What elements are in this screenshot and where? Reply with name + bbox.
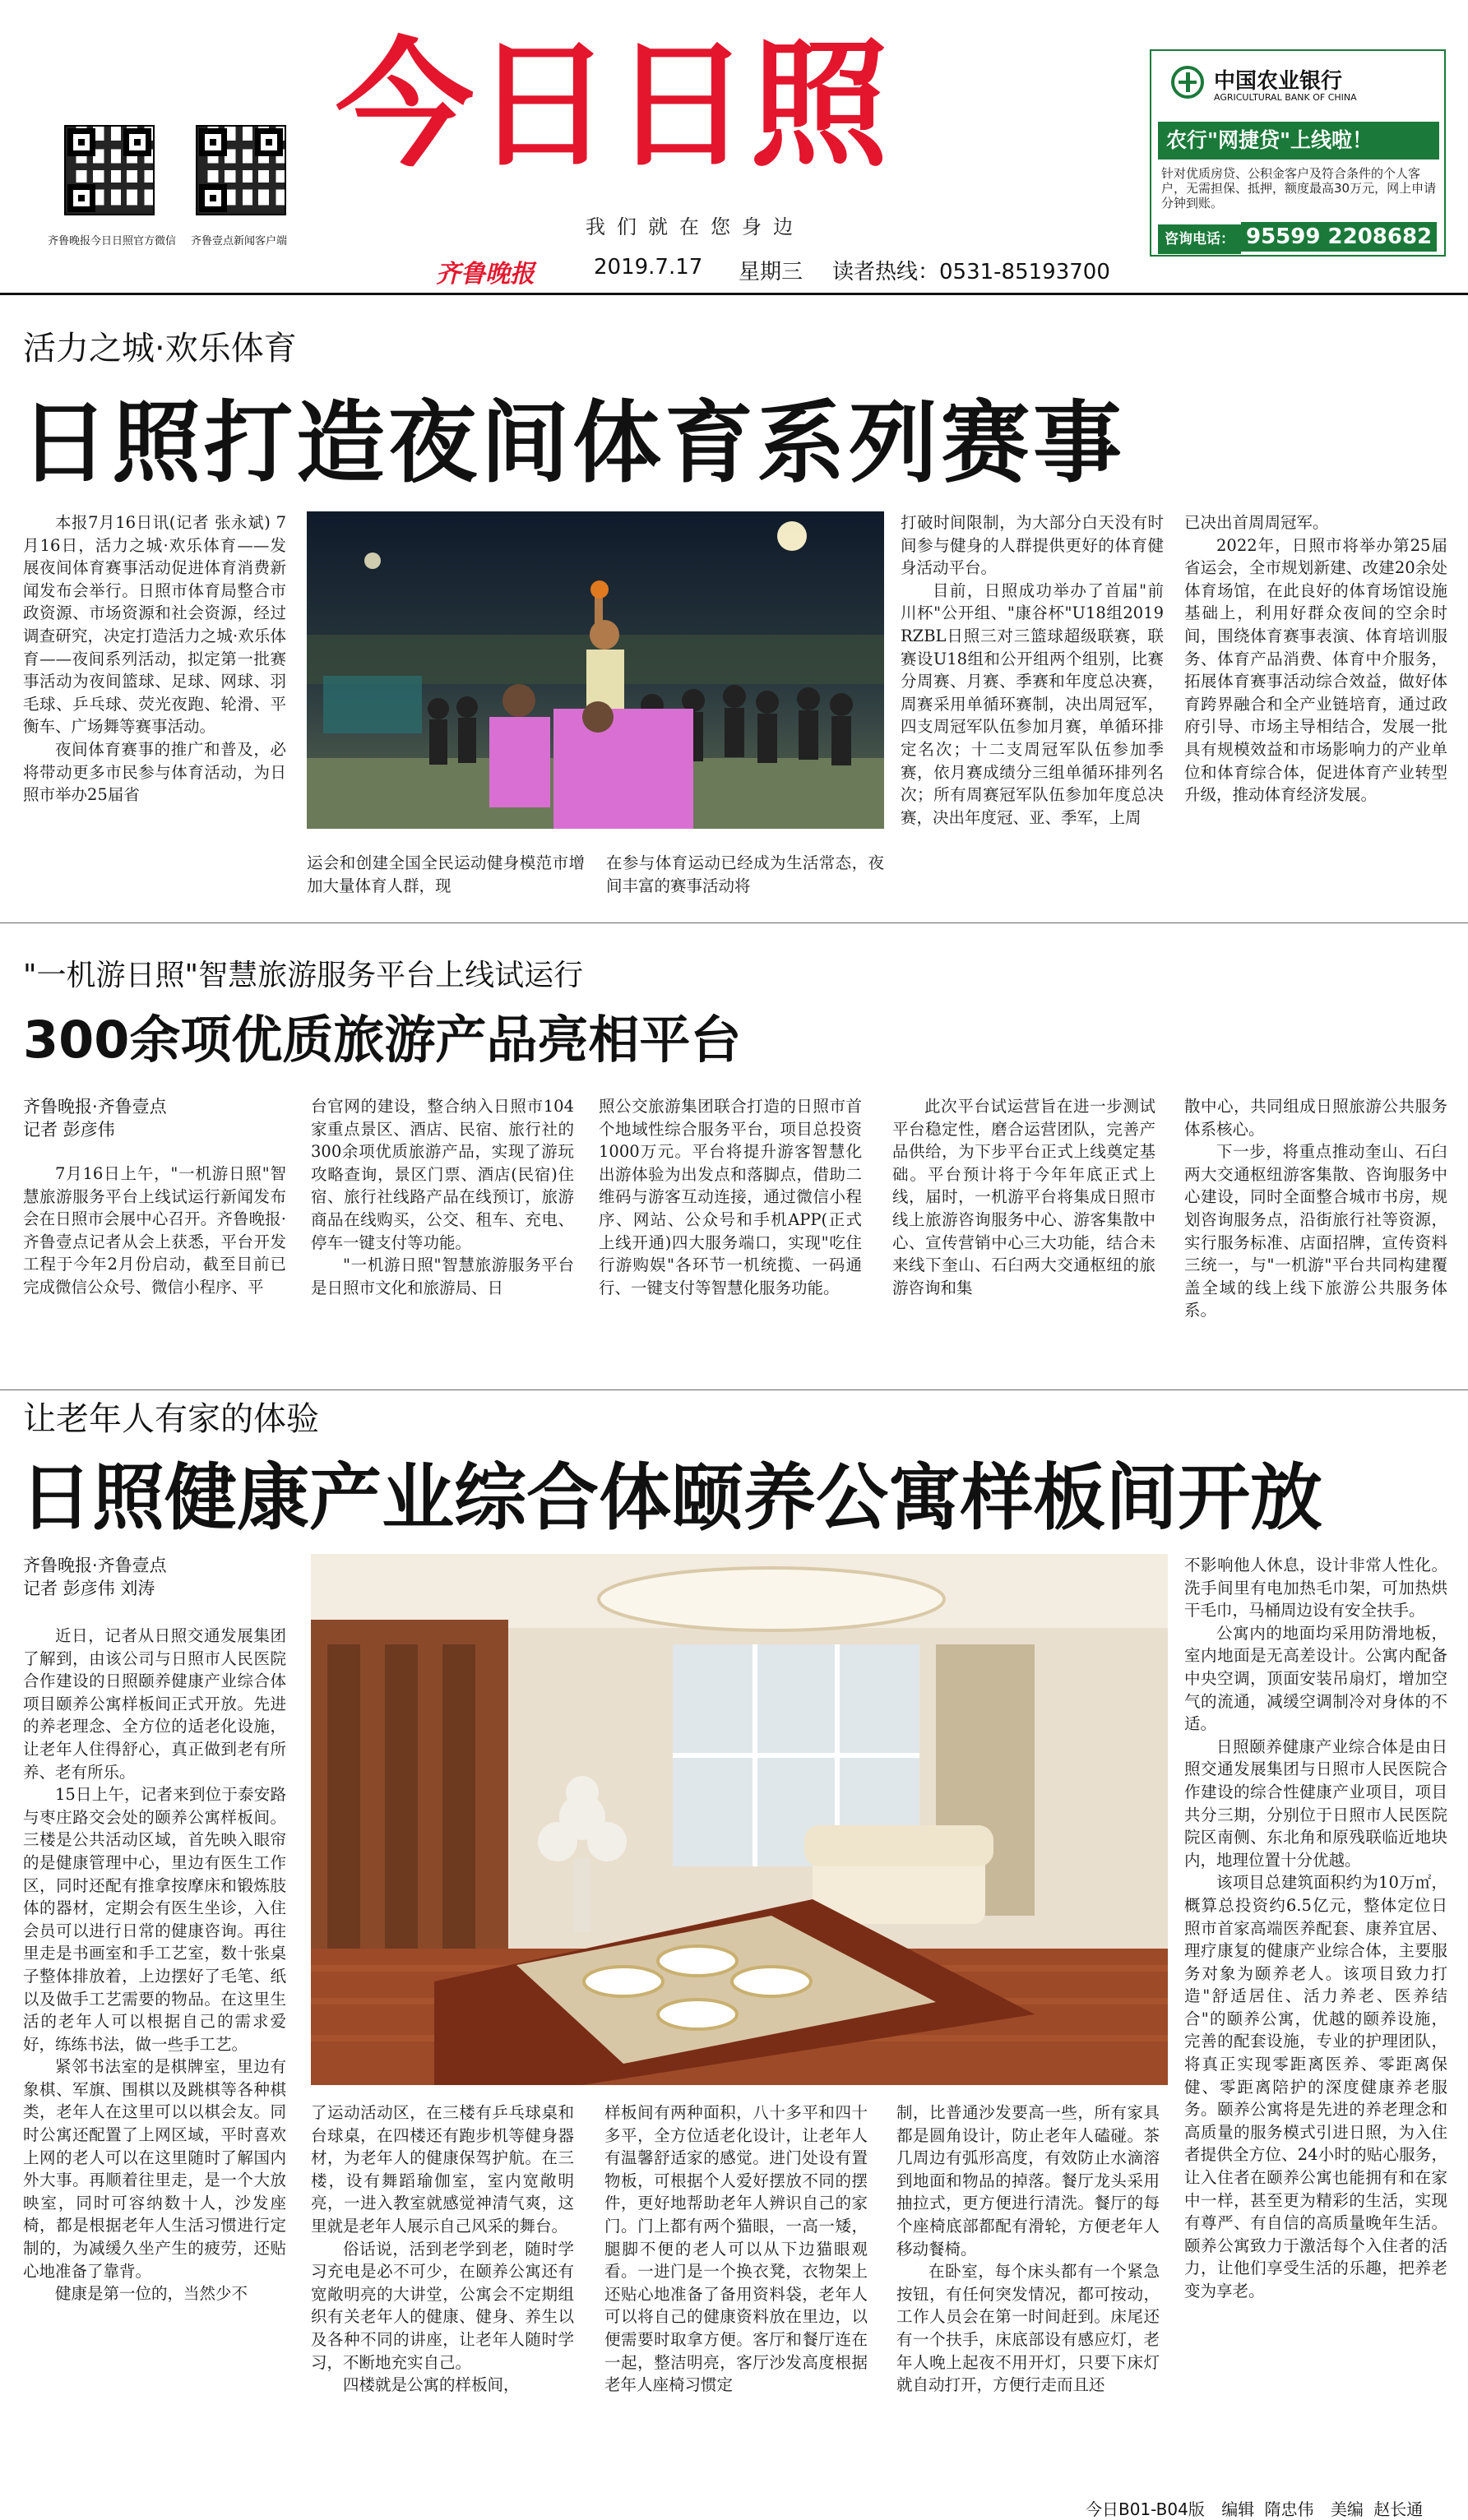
article3-col5-para1: 不影响他人休息，设计非常人性化。洗手间里有电加热毛巾架，可加热烘干毛巾，马桶周边设有安全扶手。 [1184,1556,1447,1621]
article2-byline-reporter: 记者 彭彦伟 [23,1120,115,1140]
qr-code-left[interactable] [64,125,155,215]
footer-designer-label: 美编 [1330,2499,1364,2519]
article3-col2-para3: 四楼就是公寓的样板间， [343,2375,520,2395]
article3-col1-para3: 紧邻书法室的是棋牌室，里边有象棋、军旗、围棋以及跳棋等各种棋类，老年人在这里可以以棋会友。同时公寓还配置了上网区域，平时喜欢上网的老人可以在这里随时了解国内外大事。再顺着往里走，是一个大放映室，同时可容纳数十人，沙发座椅，都是根据老年人生活习惯进行定制的，为减缓久坐产生的疲劳，还贴心地准备了靠背。 [23,2057,286,2281]
ad-phones: 95599 2208682 [1241,222,1437,252]
qr-right-caption: 齐鲁壹点新闻客户端 [191,235,288,247]
article2-divider [0,1389,1468,1390]
ad-slogan: 农行"网捷贷"上线啦！ [1158,122,1439,160]
article2-byline [23,1095,286,1141]
article2-headline[interactable]: 300余项优质旅游产品亮相平台 [23,1010,742,1070]
article1-divider [0,922,1468,923]
masthead-title: 今日日照 [336,25,888,186]
article3-col2-para1: 了运动活动区，在三楼有乒乓球桌和台球桌，在四楼还有跑步机等健身器材，为老年人的健康保驾护航。在三楼，设有舞蹈瑜伽室，室内宽敞明亮，一进入教室就感觉神清气爽，这里就是老年人展示自己风采的舞台。 [311,2103,574,2236]
article3-column-5 [1184,1554,1447,2495]
article3-byline-outlet: 齐鲁晚报·齐鲁壹点 [23,1556,167,1575]
article2-col4-para: 此次平台试运营旨在进一步测试平台稳定性，磨合运营团队，完善产品供给，为下步平台正式上线奠定基础。平台预计将于今年年底正式上线，届时，一机游平台将集成日照市线上旅游咨询服务中心、游客集散中心、宣传营销中心三大功能，结合未来线下奎山、石臼两大交通枢纽的旅游咨询和集 [892,1097,1155,1297]
article1-col3-para2: 目前，日照成功举办了首届"前川杯"公开组、"康谷杯"U18组2019RZBL日照三对三篮球超级联赛，联赛设U18组和公开组两个组别，比赛分周赛、月赛、季赛和年度总决赛，周赛采用单循环赛制，决出周冠军，四支周冠军队伍参加月赛，单循环排定名次；十二支周冠军队伍参加季赛，依月赛成绩分三组单循环排列名次；所有周赛冠军队伍参加年度总决赛，决出年度冠、亚、季军，上周 [901,580,1164,827]
article3-col5-para2: 公寓内的地面均采用防滑地板，室内地面是无高差设计。公寓内配备中央空调，顶面安装吊扇灯，增加空气的流通，减缓空调制冷对身体的不适。 [1184,1623,1447,1734]
masthead [0,0,1468,292]
article1-column-3 [901,511,1164,906]
article3-column-2 [311,2102,574,2495]
article2-byline-outlet: 齐鲁晚报·齐鲁壹点 [23,1097,167,1117]
article1-photo-basketball [307,511,884,829]
article1-col4-para2: 2022年，日照市将举办第25届省运会，全市规划新建、改建20余处体育场馆，在此良好的体育场馆设施基础上，利用好群众夜间的空余时间，围绕体育赛事表演、体育培训服务、体育产品消费、体育中介服务，拓展体育赛事活动综合效益，做好体育跨界融合和全产业链培育，通过政府引导、市场主导相结合，发展一批具有规模效益和市场影响力的产业单位和体育综合体，促进体育产业转型升级，推动体育经济发展。 [1184,535,1447,805]
article1-col3-para1: 打破时间限制，为大部分白天没有时间参与健身的人群提供更好的体育健身活动平台。 [901,513,1164,578]
article2-column-4 [892,1095,1155,1401]
article3-col5-para4: 该项目总建筑面积约为10万㎡，概算总投资约6.5亿元，整体定位日照市首家高端医养配套、康养宜居、理疗康复的健康产业综合体，主要服务对象为颐养老人。该项目致力打造"舒适居住、活力养老、医养结合"的颐养公寓，优越的颐养设施，完善的配套设施，专业的护理团队，将真正实现零距离医养、零距离保健、零距离陪护的深度健康养老服务。颐养公寓将是先进的养老理念和高质量的服务模式引进日照，为入住者提供全方位、24小时的贴心服务，让入住者在颐养公寓也能拥有和在家中一样，甚至更为精彩的生活，实现有尊严、有自信的高质量晚年生活。颐养公寓致力于激活每个入住者的活力，让他们享受生活的乐趣，把养老变为享老。 [1184,1873,1447,2300]
article1-caption-left: 运会和创建全国全民运动健身模范市增加大量体育人群，现 [307,853,585,895]
footer-designer: 赵长通 [1373,2499,1424,2519]
article1-headline[interactable]: 日照打造夜间体育系列赛事 [20,392,1126,495]
bank-logo-icon [1171,66,1204,99]
article2-column-5 [1184,1095,1447,1401]
article3-col4-para1: 制，比普通沙发要高一些，所有家具都是圆角设计，防止老年人磕碰。茶几周边有弧形高度，有效防止水滴溶到地面和物品的掉落。餐厅龙头采用抽拉式，更方便进行清洗。餐厅的每个座椅底部都配有滑轮，方便老年人移动餐椅。 [896,2103,1160,2259]
article3-col1-para1: 近日，记者从日照交通发展集团了解到，由该公司与日照市人民医院合作建设的日照颐养健康产业综合体项目颐养公寓样板间正式开放。先进的养老理念、全方位的适老化设施，让老年人住得舒心，真正做到老有所养、老有所乐。 [23,1626,286,1782]
footer-section: 今日B01-B04版 [1086,2499,1205,2519]
article2-col5-para1: 散中心，共同组成日照旅游公共服务体系核心。 [1184,1097,1447,1139]
article1-para: 夜间体育赛事的推广和普及，必将带动更多市民参与体育活动，为日照市举办25届省 [23,739,286,805]
qr-left-caption: 齐鲁晚报今日日照官方微信 [48,235,177,247]
article3-col1-para2: 15日上午，记者来到位于泰安路与枣庄路交会处的颐养公寓样板间。三楼是公共活动区域，首先映入眼帘的是健康管理中心，里边有医生工作区，同时还配有推拿按摩床和锻炼肢体的器材，定期会有医生坐诊，入住会员可以进行日常的健康咨询。再往里走是书画室和手工艺室，数十张桌子整体排放着，上边摆好了毛笔、纸以及做手工艺需要的物品。在这里生活的老年人可以根据自己的需求爱好，练练书法，做一些手工艺。 [23,1785,286,2054]
article1-column-4 [1184,511,1447,906]
apartment-interior-scene [311,1554,1168,2085]
article2-col5-para2: 下一步，将重点推动奎山、石臼两大交通枢纽游客集散、咨询服务中心建设，同时全面整合城市书房，规划咨询服务点，沿街旅行社等资源，实行服务标准、店面招牌，宣传资料三统一，与"一机游"平台共同构建覆盖全域的线上线下旅游公共服务体系。 [1184,1142,1447,1320]
article3-column-1 [23,1625,286,2495]
article1-caption-right: 在参与体育运动已经成为生活常态，夜间丰富的赛事活动将 [606,853,884,895]
article2-kicker: "一机游日照"智慧旅游服务平台上线试运行 [23,959,584,992]
masthead-rule [0,293,1468,295]
article3-column-4 [896,2102,1160,2495]
ad-contact-label: 咨询电话： [1158,224,1241,254]
article3-col2-para2: 俗话说，活到老学到老，随时学习充电是必不可少，在颐养公寓还有宽敞明亮的大讲堂，公寓会不定期组织有关老年人的健康、健身、养生以及各种不同的讲座，让老年人随时学习，不断地充实自己。 [311,2239,574,2372]
article3-byline [23,1554,286,1600]
article2-col1-para: 7月16日上午，"一机游日照"智慧旅游服务平台上线试运行新闻发布会在日照市会展中心召开。齐鲁晚报·齐鲁壹点记者从会上获悉，平台开发工程于今年2月份启动，截至目前已完成微信公众号、微信小程序、平 [23,1164,286,1297]
article1-column-1 [23,511,286,906]
masthead-slogan: 我们就在您身边 [586,215,804,238]
ad-details: 针对优质房贷、公积金客户及符合条件的个人客户，无需担保、抵押，额度最高30万元，网上申请分钟到账。 [1161,166,1437,210]
article3-col1-para4: 健康是第一位的，当然少不 [55,2284,248,2304]
article2-column-2 [311,1095,574,1401]
article2-col3-para: 照公交旅游集团联合打造的日照市首个地域性综合服务平台，项目总投资1000万元。平台将提升游客智慧化出游体验为出发点和落脚点，借助二维码与游客互动连接，通过微信小程序、网站、公众号和手机APP(正式上线开通)四大服务端口，实现"吃住行游购娱"各环节一机统揽、一码通行、一键支付等智慧化服务功能。 [599,1097,862,1297]
article3-col5-para3: 日照颐养健康产业综合体是由日照交通发展集团与日照市人民医院合作建设的综合性健康产业项目，项目共分三期，分别位于日照市人民医院院区南侧、东北角和原残联临近地块内，地理位置十分优越。 [1184,1736,1447,1870]
article1-col4-para1: 已决出首周周冠军。 [1184,513,1329,532]
article3-col3-para: 样板间有两种面积，八十多平和四十多平，全方位适老化设计，让老年人有温馨舒适家的感觉。进门处设有置物板，可根据个人爱好摆放不同的摆件，更好地帮助老年人辨识自己的家门。门上都有两个猫眼，一高一矮，腿脚不便的老人可以从下边猫眼观看。一进门是一个换衣凳，衣物架上还贴心地准备了备用资料袋，老年人可以将自己的健康资料放在里边，以便需要时取拿方便。客厅和餐厅连在一起，整洁明亮，客厅沙发高度根据老年人座椅习惯定 [604,2103,868,2395]
article3-column-3 [604,2102,868,2495]
article2-col2-para2: "一机游日照"智慧旅游服务平台是日照市文化和旅游局、日 [311,1255,574,1297]
reader-hotline: 读者热线：0531-85193700 [832,260,1110,284]
article2-col2-para1: 台官网的建设，整合纳入日照市104家重点景区、酒店、民宿、旅行社的300余项优质旅游产品，实现了游玩攻略查询，景区门票、酒店(民宿)住宿、旅行社线路产品在线预订，旅游商品在线购买，公交、租车、充电、停车一键支付等功能。 [311,1097,574,1252]
article2-column-3 [599,1095,862,1401]
bank-name-en: AGRICULTURAL BANK OF CHINA [1214,92,1357,103]
brand-logo: 齐鲁晚报 [436,260,535,289]
issue-weekday: 星期三 [739,260,803,284]
article1-kicker: 活力之城·欢乐体育 [23,330,297,368]
ad-contact [1158,222,1439,252]
footer-editor-label: 编辑 [1221,2499,1255,2519]
footer-editor: 隋忠伟 [1264,2499,1314,2519]
article3-kicker: 让老年人有家的体验 [23,1400,319,1438]
article3-col4-para2: 在卧室，每个床头都有一个紧急按钮，有任何突发情况，都可按动，工作人员会在第一时间赶到。床尾还有一个扶手，床底部设有感应灯，老年人晚上起夜不用开灯，只要下床灯就自动打开，方便行走而且还 [896,2262,1160,2395]
qr-code-right[interactable] [196,125,286,215]
article3-byline-reporters: 记者 彭彦伟 刘涛 [23,1579,155,1598]
article1-lead: 本报7月16日讯(记者 张永斌) 7月16日，活力之城·欢乐体育——发展夜间体育赛事活动促进体育消费新闻发布会举行。日照市体育局整合市政资源、市场资源和社会资源，经过调查研究，决定打造活力之城·欢乐体育——夜间系列活动，拟定第一批赛事活动为夜间篮球、足球、网球、羽毛球、乒乓球、荧光夜跑、轮滑、平衡车、广场舞等赛事活动。 [23,513,286,737]
article3-headline[interactable]: 日照健康产业综合体颐养公寓样板间开放 [20,1455,1323,1540]
article3-photo-apartment [311,1554,1168,2085]
basketball-night-scene [307,511,884,829]
issue-date: 2019.7.17 [594,255,703,280]
page-footer [1086,2496,1423,2520]
article2-column-1 [23,1163,286,1401]
bank-advertisement[interactable] [1150,49,1446,257]
bank-name-cn: 中国农业银行 [1214,69,1343,94]
